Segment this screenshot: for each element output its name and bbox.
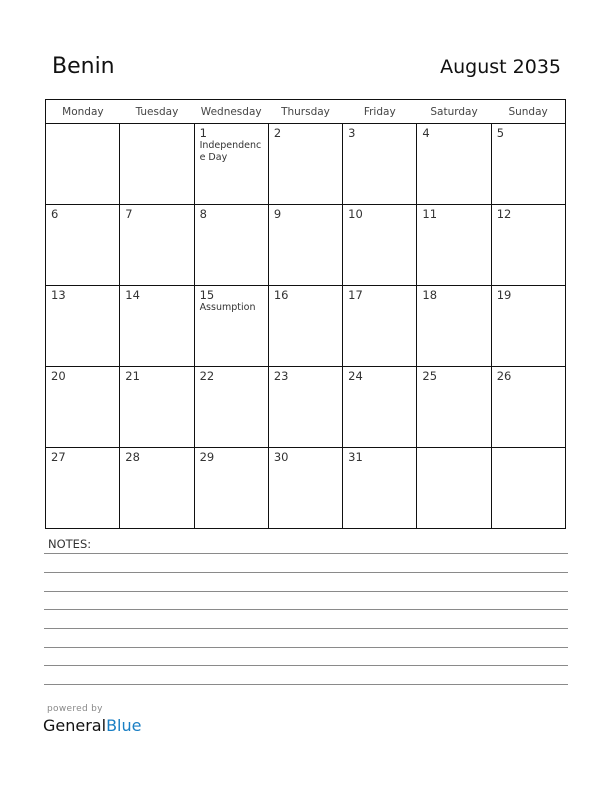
notes-line [44, 553, 568, 554]
day-number: 31 [348, 450, 363, 464]
day-cell[interactable] [417, 124, 491, 205]
weekday-header: Tuesday [120, 100, 194, 124]
day-cell[interactable] [120, 367, 194, 448]
day-cell[interactable] [343, 448, 417, 529]
day-cell[interactable] [343, 205, 417, 286]
day-number: 26 [496, 369, 512, 383]
day-number: 30 [273, 450, 289, 464]
day-number: 21 [125, 369, 140, 383]
notes-line [44, 647, 568, 648]
day-cell[interactable] [194, 367, 268, 448]
notes-line [44, 572, 568, 573]
weekday-header: Sunday [491, 100, 565, 124]
holiday-label: Assumption [199, 302, 256, 313]
week-row [46, 205, 566, 286]
day-number: 5 [496, 126, 505, 140]
calendar-grid [45, 99, 566, 529]
notes-line [44, 591, 568, 592]
day-cell[interactable] [491, 367, 565, 448]
day-cell[interactable] [46, 448, 120, 529]
day-number: 17 [348, 288, 363, 302]
day-cell[interactable] [491, 286, 565, 367]
day-number: 10 [348, 207, 363, 221]
brand-general: General [43, 716, 107, 735]
day-number: 9 [273, 207, 282, 221]
day-cell[interactable] [120, 448, 194, 529]
day-cell[interactable] [343, 124, 417, 205]
day-cell[interactable] [491, 124, 565, 205]
week-row [46, 448, 566, 529]
day-number: 13 [51, 288, 66, 302]
weekday-header: Friday [343, 100, 417, 124]
day-number: 22 [199, 369, 215, 383]
brand-blue: Blue [106, 716, 142, 735]
week-row [46, 367, 566, 448]
day-number: 29 [199, 450, 215, 464]
week-row [46, 124, 566, 205]
day-number: 23 [273, 369, 289, 383]
day-number: 16 [273, 288, 289, 302]
weekday-header: Monday [46, 100, 120, 124]
day-cell[interactable] [343, 367, 417, 448]
day-cell[interactable] [194, 448, 268, 529]
notes-line [44, 665, 568, 666]
day-cell[interactable] [268, 367, 342, 448]
day-cell[interactable] [46, 286, 120, 367]
day-cell[interactable] [343, 286, 417, 367]
day-number: 2 [273, 126, 282, 140]
week-row [46, 286, 566, 367]
weekday-header-row [46, 100, 566, 124]
weekday-header: Saturday [417, 100, 491, 124]
day-number: 6 [51, 207, 59, 221]
day-cell[interactable] [46, 205, 120, 286]
month-year-title: August 2035 [440, 56, 561, 78]
day-cell[interactable] [194, 286, 268, 367]
day-cell[interactable] [491, 448, 565, 529]
notes-line [44, 609, 568, 610]
notes-line [44, 684, 568, 685]
day-number: 4 [422, 126, 430, 140]
notes-label: NOTES: [48, 537, 92, 551]
day-cell[interactable] [417, 367, 491, 448]
day-number: 15 [199, 288, 215, 302]
day-cell[interactable] [194, 205, 268, 286]
country-title: Benin [52, 54, 115, 79]
day-number: 8 [199, 207, 207, 221]
day-number: 18 [422, 288, 438, 302]
day-cell[interactable] [268, 286, 342, 367]
day-cell[interactable] [268, 205, 342, 286]
day-cell[interactable] [120, 286, 194, 367]
day-cell[interactable] [120, 205, 194, 286]
day-number: 1 [199, 126, 207, 140]
day-cell[interactable] [417, 286, 491, 367]
day-number: 28 [125, 450, 140, 464]
day-cell[interactable] [417, 448, 491, 529]
day-number: 7 [125, 207, 133, 221]
day-number: 27 [51, 450, 66, 464]
day-cell[interactable] [194, 124, 268, 205]
day-number: 20 [51, 369, 66, 383]
day-number: 24 [348, 369, 363, 383]
day-number: 19 [496, 288, 512, 302]
day-cell[interactable] [268, 448, 342, 529]
generalblue-logo [43, 716, 141, 735]
day-cell[interactable] [417, 205, 491, 286]
powered-by-text: powered by [47, 704, 103, 714]
day-number: 12 [496, 207, 512, 221]
day-cell[interactable] [120, 124, 194, 205]
weekday-header: Thursday [268, 100, 342, 124]
day-number: 14 [125, 288, 140, 302]
day-cell[interactable] [268, 124, 342, 205]
day-number: 25 [422, 369, 438, 383]
weekday-header: Wednesday [194, 100, 268, 124]
day-number: 11 [422, 207, 438, 221]
day-cell[interactable] [46, 124, 120, 205]
day-cell[interactable] [491, 205, 565, 286]
day-cell[interactable] [46, 367, 120, 448]
day-number: 3 [348, 126, 356, 140]
holiday-label: Independence Day [199, 140, 262, 163]
notes-line [44, 628, 568, 629]
